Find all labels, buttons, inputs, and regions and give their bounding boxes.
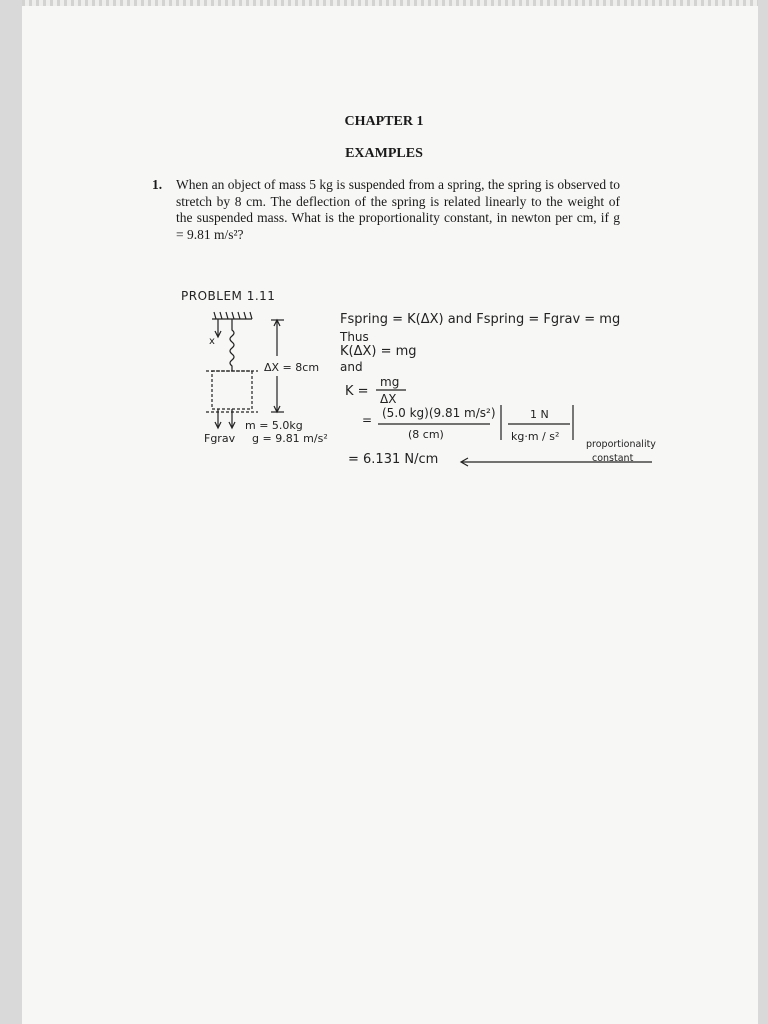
- handwritten-annotation-line1: proportionality: [586, 439, 656, 450]
- handwritten-denominator: (8 cm): [408, 428, 444, 441]
- handwritten-equals: =: [362, 413, 373, 427]
- diagram-x-label: x: [209, 336, 215, 347]
- problem-statement: When an object of mass 5 kg is suspended from a spring, the spring is observed to stretch by 8 cm. The deflection of the spring is related linearly to the weight of the suspended mass. What is the proportionality constant, in newton per cm, if g = 9.81 m/s²?: [176, 177, 620, 242]
- handwritten-conversion-denominator: kg·m / s²: [511, 430, 560, 443]
- handwritten-and: and: [340, 360, 363, 374]
- handwritten-force-equation: Fspring = K(ΔX) and Fspring = Fgrav = mg: [340, 312, 621, 327]
- diagram-mass-label: m = 5.0kg: [245, 419, 303, 432]
- handwritten-thus: Thus: [340, 330, 369, 344]
- handwritten-kdx-equation: K(ΔX) = mg: [340, 344, 417, 359]
- handwritten-problem-label: PROBLEM 1.11: [181, 289, 276, 303]
- spring-coil: [230, 319, 234, 371]
- chapter-heading: CHAPTER 1: [344, 114, 424, 129]
- handwritten-annotation-line2: constant: [592, 453, 634, 464]
- handwritten-k-label: K =: [345, 384, 369, 399]
- diagram-deflection-label: ΔX = 8cm: [264, 361, 320, 374]
- handwritten-result: = 6.131 N/cm: [348, 452, 439, 467]
- diagram-fgrav-label: Fgrav: [204, 432, 236, 445]
- handwritten-k-numerator: mg: [380, 375, 400, 389]
- problem-number: 1.: [152, 177, 163, 192]
- diagram-gravity-label: g = 9.81 m/s²: [252, 432, 328, 445]
- ceiling-hatching: [214, 312, 252, 319]
- section-heading: EXAMPLES: [345, 146, 423, 161]
- handwritten-k-denominator: ΔX: [380, 392, 397, 406]
- handwritten-numerator: (5.0 kg)(9.81 m/s²): [382, 406, 496, 420]
- handwritten-conversion-numerator: 1 N: [530, 408, 549, 421]
- mass-box: [212, 371, 252, 409]
